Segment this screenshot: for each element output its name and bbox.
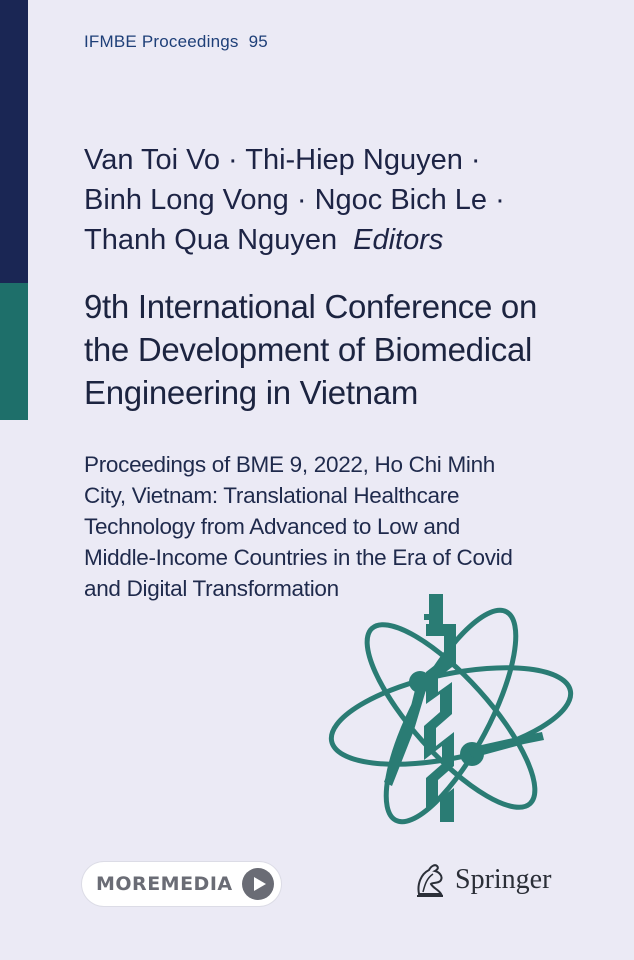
subtitle-line: Middle-Income Countries in the Era of Covid [84, 545, 513, 570]
series-number: 95 [248, 32, 268, 51]
caduceus-atom-emblem-icon [326, 586, 576, 836]
moremedia-label: MOREMEDIA [96, 873, 233, 895]
editors-role: Editors [353, 224, 444, 256]
book-subtitle [84, 449, 584, 604]
publisher-logo [413, 858, 551, 902]
subtitle-line: Proceedings of BME 9, 2022, Ho Chi Minh [84, 452, 496, 477]
editors-line: Van Toi Vo · Thi-Hiep Nguyen · [84, 144, 481, 176]
subtitle-line: and Digital Transformation [84, 576, 339, 601]
editors-line-text: Thanh Qua Nguyen [84, 224, 338, 256]
title-line: the Development of Biomedical [84, 331, 533, 368]
editors-block [84, 140, 604, 260]
series-line [84, 32, 268, 52]
springer-horse-icon [413, 862, 447, 898]
publisher-name: Springer [455, 864, 552, 895]
subtitle-line: Technology from Advanced to Low and [84, 514, 460, 539]
moremedia-badge[interactable] [82, 862, 281, 906]
navy-side-bar [0, 0, 28, 283]
subtitle-line: City, Vietnam: Translational Healthcare [84, 483, 460, 508]
moremedia-pill[interactable] [82, 862, 281, 906]
editors-line-last [84, 220, 604, 260]
book-title [84, 285, 604, 414]
series-name: IFMBE Proceedings [84, 32, 239, 51]
title-line: Engineering in Vietnam [84, 374, 419, 411]
play-icon [241, 867, 275, 901]
teal-side-bar [0, 283, 28, 420]
editors-line: Binh Long Vong · Ngoc Bich Le · [84, 184, 505, 216]
title-line: 9th International Conference on [84, 288, 538, 325]
